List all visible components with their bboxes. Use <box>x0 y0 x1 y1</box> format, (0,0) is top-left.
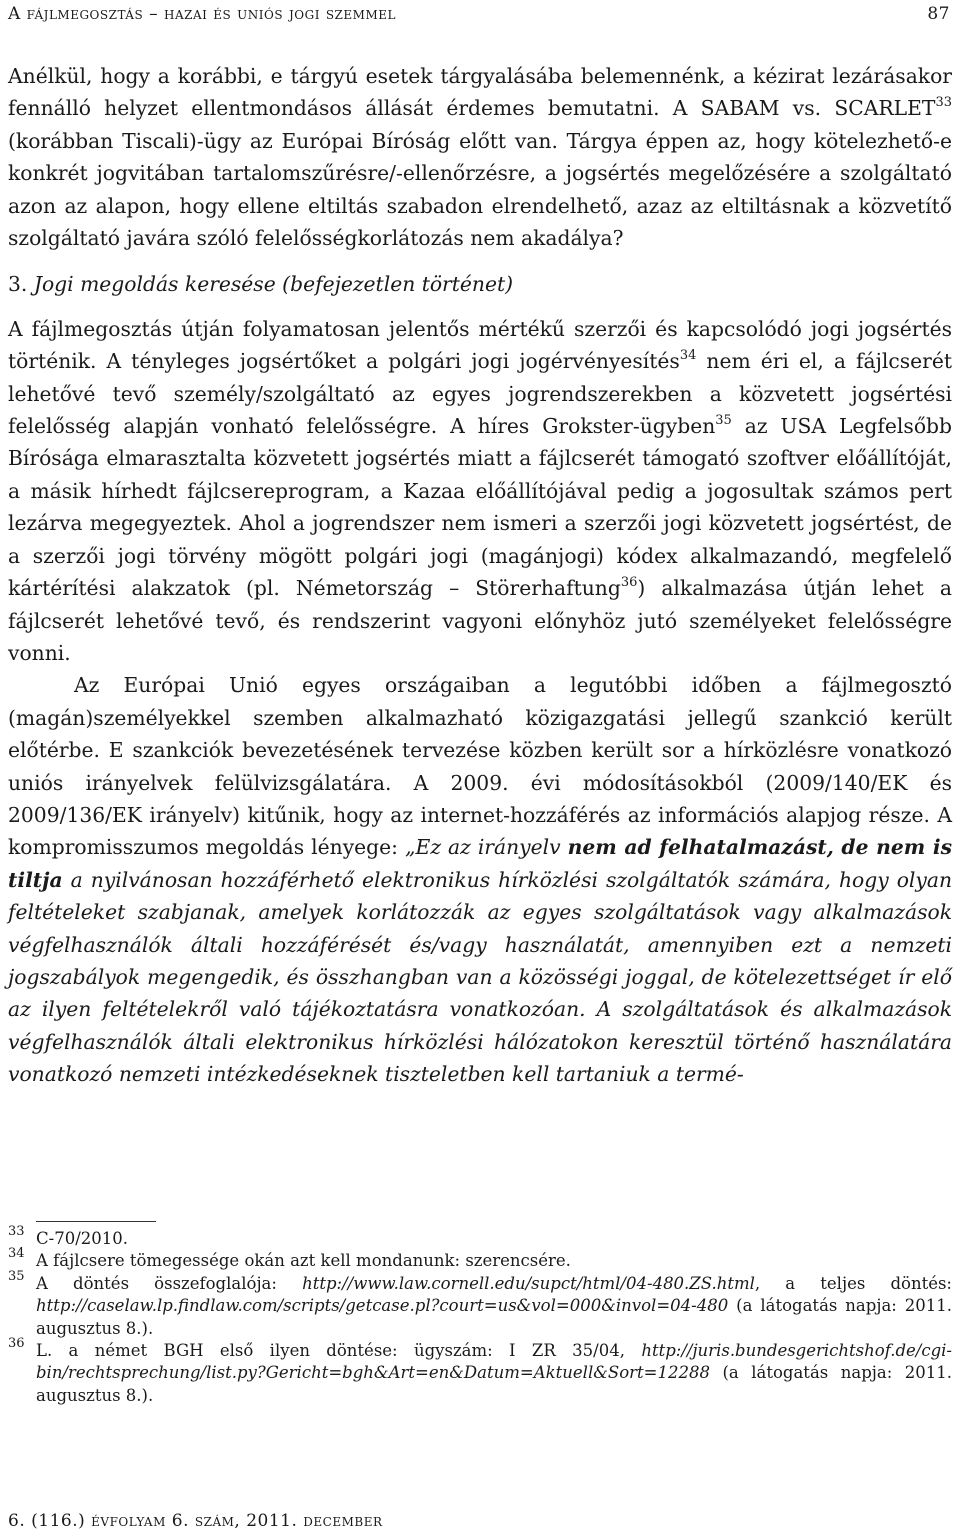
page-number: 87 <box>927 4 950 24</box>
footnote-link[interactable]: http://juris.bundesgerichtshof.de/cgi-bin/rechtsprechung/list.py?Gericht=bgh&Art=en&Datum=Aktuell&Sort=12288 <box>36 1341 952 1383</box>
quote-rest: a nyilvánosan hozzáférhető elektronikus hírközlési szolgáltatók számára, hogy olyan feltételeket szabjanak, amelyek korlátozzák az egyes szolgáltatások vagy alkalmazások végfelhasználók általi hozzáférését és/vagy használatát, amennyiben ezt a nemzeti jogszabályok megengedik, és összhangban van a közösségi joggal, de kötelezettséget ír elő az ilyen feltételekről való tájékoztatásra vonatkozóan. A szolgáltatások és alkalmazások végfelhasználók általi elektronikus hírközlési hálózatokon keresztül történő használatára vonatkozó nemzeti intézkedéseknek tiszteletben kell tartaniuk a termé- <box>8 867 952 1087</box>
paragraph-3: Az Európai Unió egyes országaiban a legutóbbi időben a fájlmegosztó (magán)személyekkel szemben alkalmazható közigazgatási jellegű szankció került előtérbe. E szankciók bevezetésének tervezése közben került sor a hírközlésre vonatkozó uniós irányelvek felülvizsgálatára. A 2009. évi módosításokból (2009/140/EK és 2009/136/EK irányelv) kitűnik, hogy az internet-hozzáférés az információs alapjog része. A kompromisszumos megoldás lényege: „Ez az irányelv nem ad felhatalmazást, de nem is tiltja a nyilvánosan hozzáférhető elektronikus hírközlési szolgáltatók számára, hogy olyan feltételeket szabjanak, amelyek korlátozzák az egyes szolgáltatások vagy alkalmazások végfelhasználók általi hozzáférését és/vagy használatát, amennyiben ezt a nemzeti jogszabályok megengedik, és összhangban van a közösségi joggal, de kötelezettséget ír elő az ilyen feltételekről való tájékoztatásra vonatkozóan. A szolgáltatások és alkalmazások végfelhasználók általi elektronikus hírközlési hálózatokon keresztül történő használatára vonatkozó nemzeti intézkedéseknek tiszteletben kell tartaniuk a termé- <box>8 673 952 1087</box>
footnote-number: 33 <box>8 1224 25 1239</box>
footnote-ref-35[interactable]: 35 <box>715 413 732 429</box>
footnote-ref-33[interactable]: 33 <box>935 95 952 111</box>
footnote-35: 35 A döntés összefoglalója: http://www.law.cornell.edu/supct/html/04-480.ZS.html, a teljes döntés: http://caselaw.lp.findlaw.com/scripts/getcase.pl?court=us&vol=000&invol=04-480 (a látogatás napja: 2011. augusztus 8.). <box>8 1273 952 1340</box>
running-header <box>8 4 952 28</box>
section-heading <box>8 268 952 300</box>
footnote-number: 34 <box>8 1246 25 1262</box>
footnote-number: 36 <box>8 1336 25 1352</box>
footnote-36: 36 L. a német BGH első ilyen döntése: ügyszám: I ZR 35/04, http://juris.bundesgerichtshof.de/cgi-bin/rechtsprechung/list.py?Gericht=bgh&Art=en&Datum=Aktuell&Sort=12288 (a látogatás napja: 2011. augusztus 8.). <box>8 1340 952 1407</box>
section-number: 3. <box>8 272 28 297</box>
footnote-33: 33 C-70/2010. <box>8 1228 952 1250</box>
footnote-34: 34 A fájlcsere tömegessége okán azt kell mondanunk: szerencsére. <box>8 1250 952 1272</box>
footnote-ref-36[interactable]: 36 <box>620 575 638 591</box>
footnote-separator <box>36 1221 156 1222</box>
footnote-link[interactable]: http://www.law.cornell.edu/supct/html/04-480.ZS.html <box>302 1273 755 1293</box>
footnote-link[interactable]: http://caselaw.lp.findlaw.com/scripts/getcase.pl?court=us&vol=000&invol=04-480 <box>36 1296 729 1316</box>
quote-emphasis: nem ad felhatalmazást, de nem is tiltja <box>8 835 952 892</box>
quote-start: „Ez az irányelv <box>405 835 568 860</box>
running-footer: 6. (116.) évfolyam 6. szám, 2011. december <box>8 1511 383 1531</box>
running-title: A fájlmegosztás – hazai és uniós jogi szemmel <box>8 4 396 24</box>
main-text <box>8 60 952 1091</box>
footnote-ref-34[interactable]: 34 <box>679 348 697 364</box>
footnotes <box>8 1224 952 1407</box>
section-title: Jogi megoldás keresése (befejezetlen történet) <box>33 272 514 297</box>
paragraph-1: Anélkül, hogy a korábbi, e tárgyú esetek tárgyalásába belemennénk, a kézirat lezárásakor fennálló helyzet ellentmondásos állását érdemes bemutatni. A SABAM vs. SCARLET$^{33}$ (korábban Tiscali)-ügy az Európai Bíróság előtt van. Tárgya éppen az, hogy kötelezhető-e konkrét jogvitában tartalomszűrésre/-ellenőrzésre, a jogsértés megelőzésére a szolgáltató azon az alapon, hogy ellene eltiltás szabadon elrendelhető, azaz az eltiltásnak a közvetítő szolgáltató javára szóló felelősségkorlátozás nem akadálya? <box>8 64 952 251</box>
footnote-number: 35 <box>8 1268 25 1284</box>
paragraph-2: A fájlmegosztás útján folyamatosan jelentős mértékű szerzői és kapcsolódó jogi jogsértés történik. A tényleges jogsértőket a polgári jogi jogérvényesítés$^{34}$ nem éri el, a fájlcserét lehetővé tevő személy/szolgáltató az egyes jogrendszerekben a közvetett jogsértési felelősség alapján vonható felelősségre. A híres Grokster-ügyben$^{35}$ az USA Legfelsőbb Bírósága elmarasztalta közvetett jogsértés miatt a fájlcserét támogató szoftver előállítóját, a másik hírhedt fájlcsereprogram, a Kazaa előállítójával pedig a jogosultak számos pert lezárva megegyeztek. Ahol a jogrendszer nem ismeri a szerzői jogi közvetett jogsértést, de a szerzői jogi törvény mögött polgári jogi (magánjogi) kódex alkalmazandó, megfelelő kártérítési alakzatok (pl. Németország – Störerhaftung$^{36}$) alkalmazása útján lehet a fájlcserét lehetővé tevő, és rendszerint vagyoni előnyhöz jutó személyeket felelősségre vonni. <box>8 316 952 665</box>
